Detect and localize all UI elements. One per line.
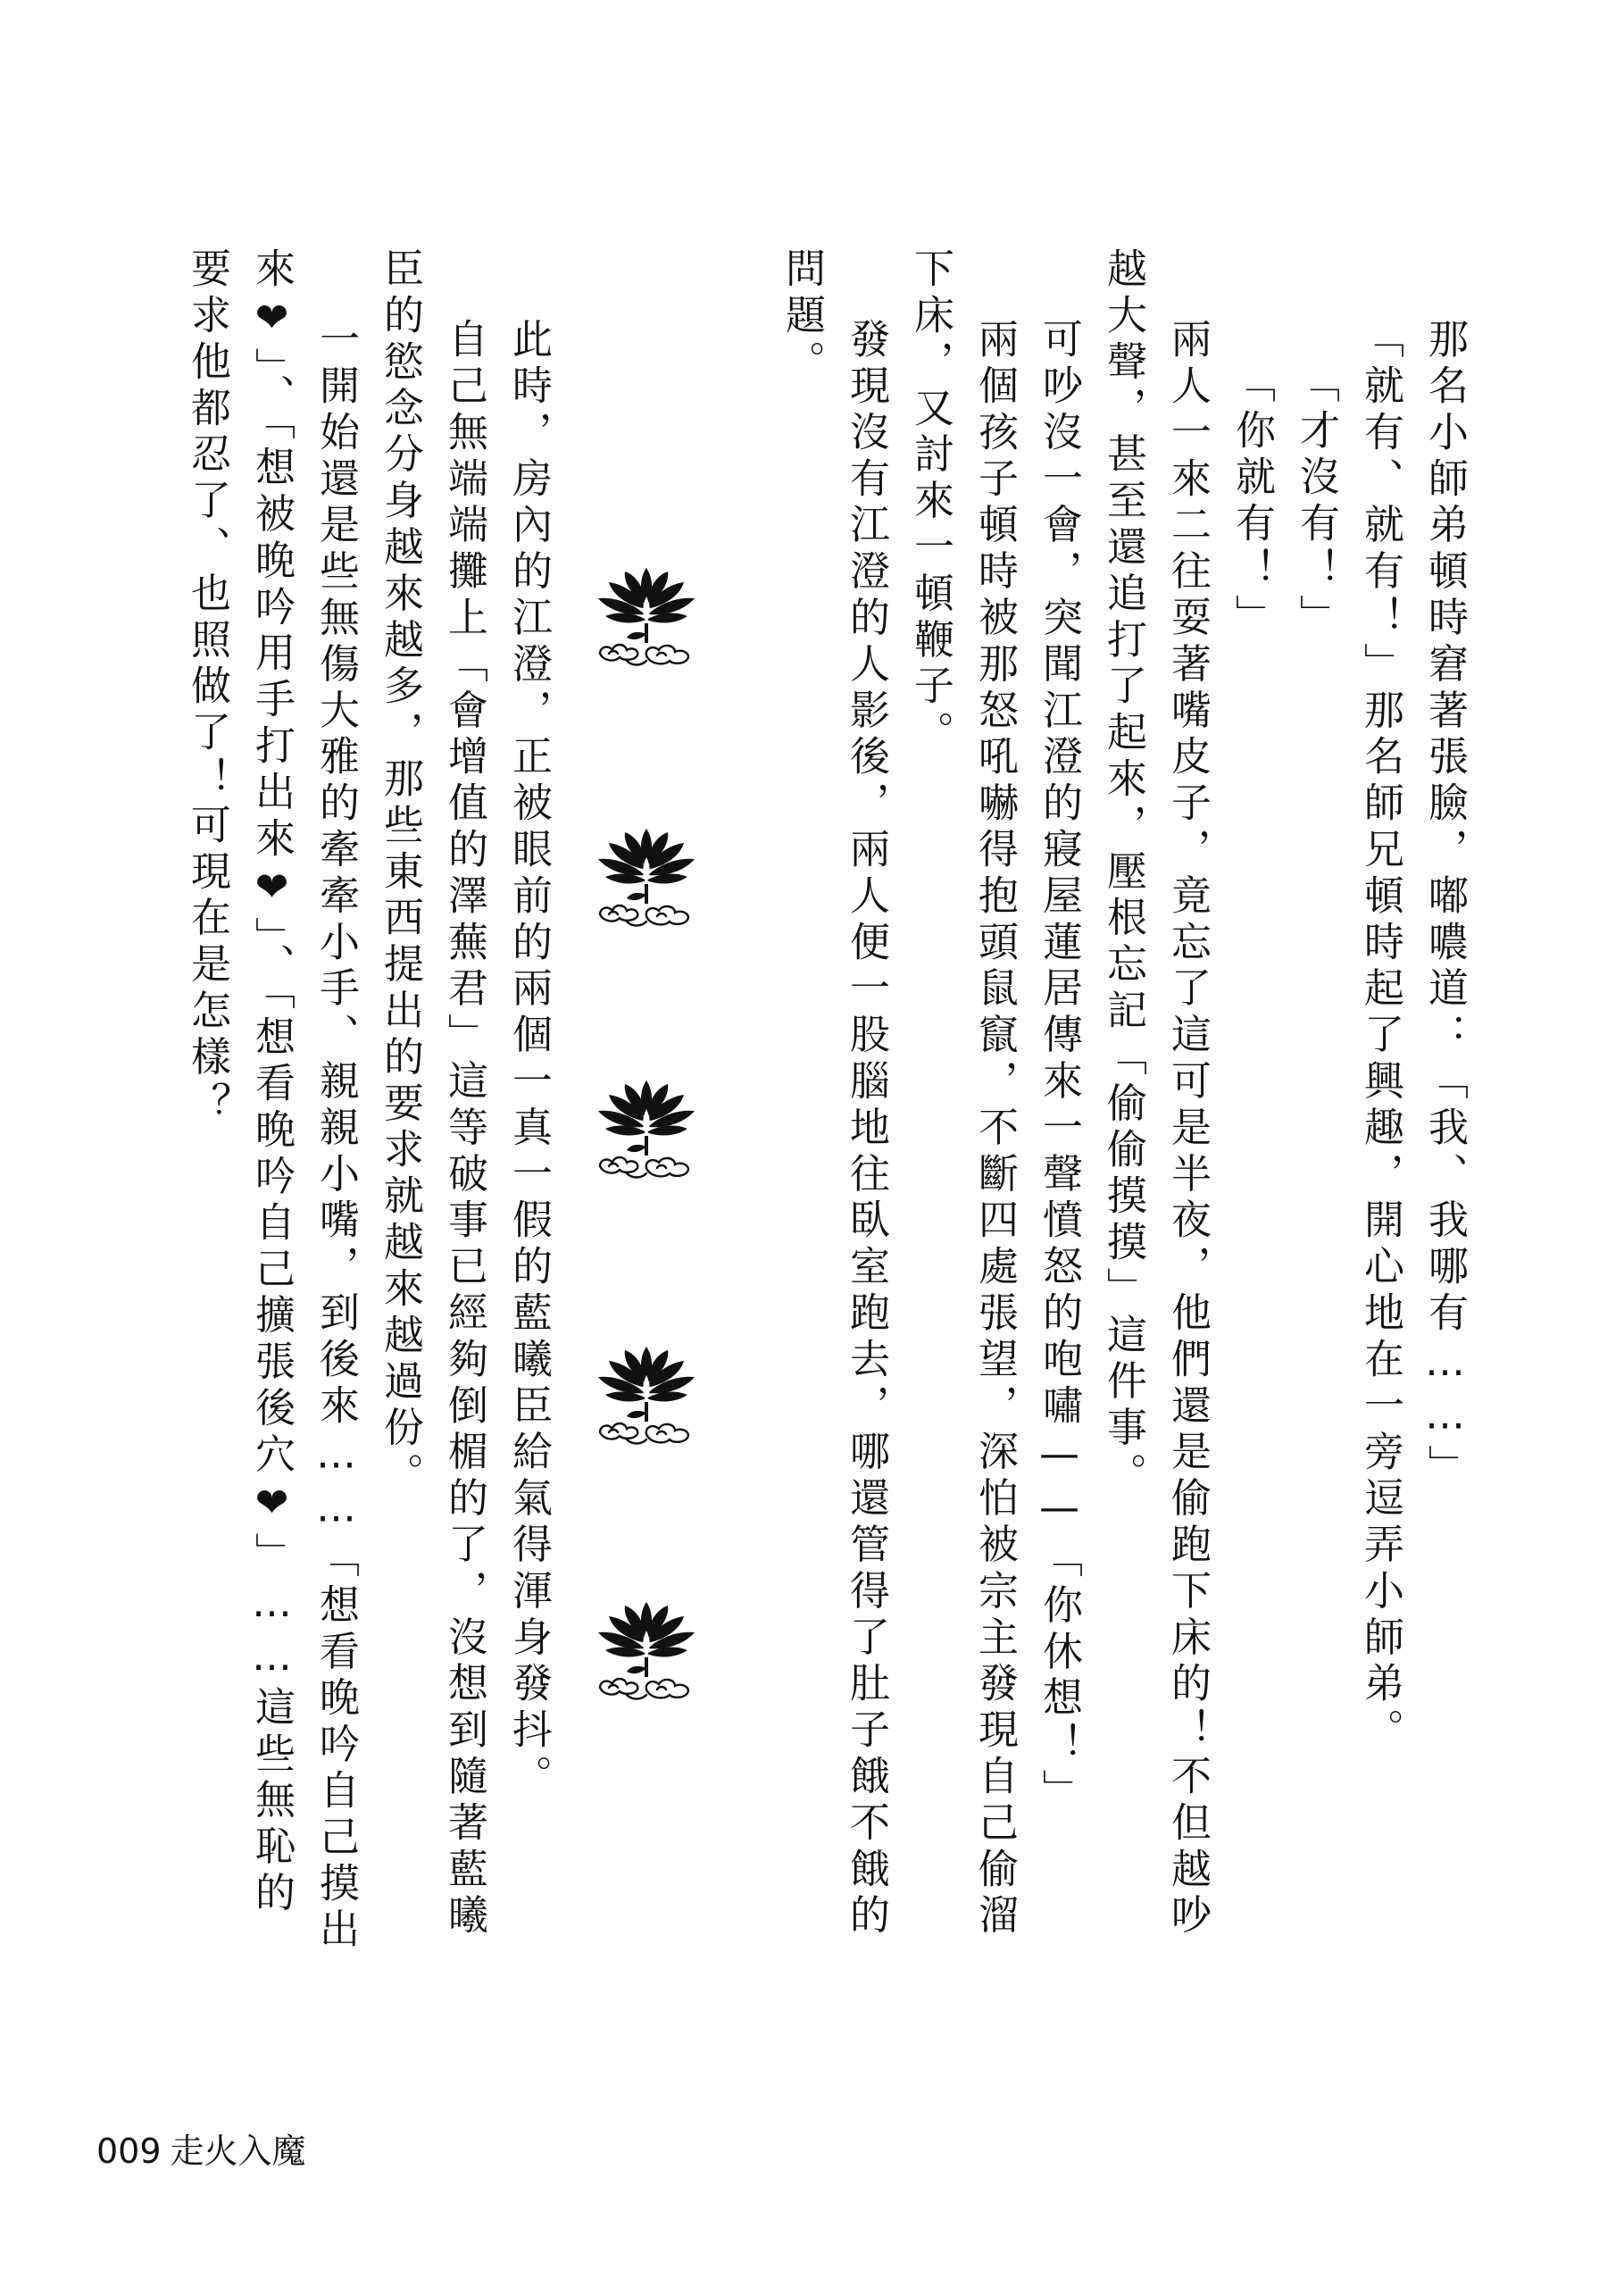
text-column: 兩個孩子頓時被那怒吼嚇得抱頭鼠竄，不斷四處張望，深怕被宗主發現自己偷溜 (971, 318, 1019, 1940)
text-column: 兩人一來二往耍著嘴皮子，竟忘了這可是半夜，他們還是偷跑下床的！不但越吵 (1164, 318, 1212, 1940)
lotus-cloud-ornament-icon (591, 1073, 702, 1184)
text-column: 來❤」、「想被晚吟用手打出來❤」、「想看晚吟自己擴張後穴❤」……這些無恥的 (248, 247, 296, 1918)
lotus-cloud-ornament-icon (591, 561, 702, 672)
text-column: 那名小師弟頓時窘著張臉，嘟噥道：「我、我哪有……」 (1421, 318, 1469, 1491)
text-column: 「就有、就有！」那名師兄頓時起了興趣，開心地在一旁逗弄小師弟。 (1357, 318, 1404, 1755)
text-column: 發現沒有江澄的人影後，兩人便一股腦地往臥室跑去，哪還管得了肚子餓不餓的 (843, 318, 890, 1940)
running-title: 走火入魔 (170, 2132, 306, 2171)
lotus-cloud-ornament-icon (591, 1595, 702, 1706)
text-column: 臣的慾念分身越來越多，那些東西提出的要求就越來越過份。 (377, 247, 424, 1499)
text-column: 自己無端端攤上「會增值的澤蕪君」這等破事已經夠倒楣的了，沒想到隨著藍曦 (441, 318, 488, 1940)
text-column: 「你就有！」 (1228, 363, 1276, 641)
text-column: 問題。 (779, 247, 826, 387)
text-column: 可吵沒一會，突聞江澄的寢屋蓮居傳來一聲憤怒的咆嘯——「你休想！」 (1036, 318, 1083, 1815)
page-number: 009 (96, 2132, 162, 2171)
text-column: 下床，又討來一頓鞭子。 (907, 247, 954, 757)
text-column: 此時，房內的江澄，正被眼前的兩個一真一假的藍曦臣給氣得渾身發抖。 (505, 318, 553, 1801)
text-column: 要求他都忍了、也照做了！可現在是怎樣？ (184, 247, 231, 1129)
text-column: 「才沒有！」 (1293, 363, 1340, 641)
lotus-cloud-ornament-icon (591, 822, 702, 932)
text-column: 越大聲，甚至還追打了起來，壓根忘記「偷偷摸摸」這件事。 (1100, 247, 1147, 1499)
lotus-cloud-ornament-icon (591, 1339, 702, 1450)
page-footer (96, 2132, 306, 2171)
text-column: 一開始還是些無傷大雅的牽牽小手、親親小嘴，到後來……「想看晚吟自己摸出 (312, 318, 360, 1955)
